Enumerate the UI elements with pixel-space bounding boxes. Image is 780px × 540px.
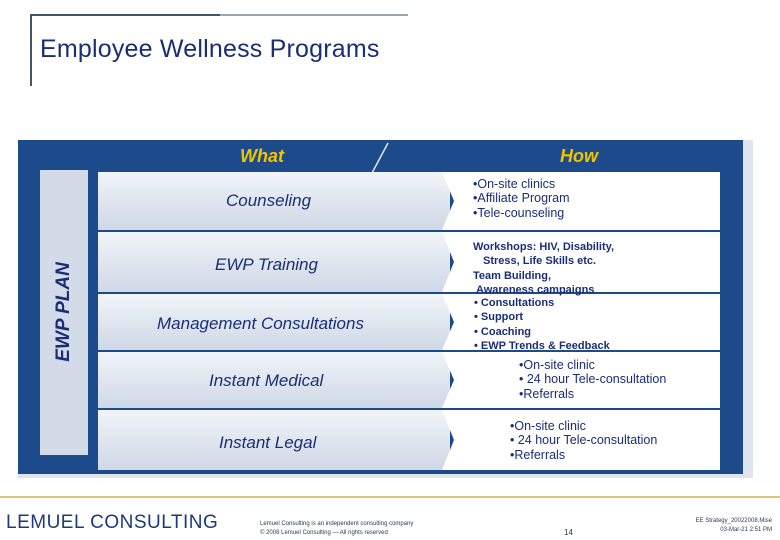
what-header: What [240, 146, 284, 166]
header-divider [370, 142, 390, 174]
what-label-instant-medical: Instant Medical [209, 371, 324, 390]
what-label-management-consultations: Management Consultations [157, 314, 364, 333]
page-number: 14 [564, 528, 573, 537]
how-item: • Support [474, 311, 524, 324]
how-list-instant-legal [510, 419, 657, 462]
how-item: Workshops: HIV, Disability, [473, 241, 614, 253]
how-item: • Consultations [474, 297, 555, 309]
how-list-instant-medical [519, 358, 666, 401]
how-item: •Affiliate Program [473, 191, 570, 206]
footer-note-line: © 2008 Lemuel Consulting — All rights reserved [260, 530, 388, 536]
how-item: •Referrals [510, 447, 566, 462]
document-reference-line: EE Strategy_20022008.Mise [695, 518, 772, 524]
how-item: •Tele-counseling [473, 205, 565, 220]
footer-rule [0, 496, 780, 498]
how-item: • 24 hour Tele-consultation [519, 372, 667, 387]
how-item: •On-site clinics [473, 177, 556, 191]
document-reference [696, 517, 772, 535]
title-rule-left [30, 14, 32, 86]
what-label-counseling: Counseling [226, 191, 312, 210]
how-item: • EWP Trends & Feedback [474, 339, 610, 352]
how-list-counseling [473, 177, 570, 220]
how-item: Team Building, [473, 269, 552, 282]
how-item: Stress, Life Skills etc. [483, 255, 597, 268]
how-item: •Referrals [519, 386, 575, 401]
footer-note-line: Lemuel Consulting is an independent consulting company [260, 521, 414, 527]
how-list-management-consultations [474, 296, 610, 353]
how-header: How [560, 146, 598, 166]
how-list-ewp-training [473, 240, 614, 297]
title-rule-accent [30, 14, 220, 16]
side-label: EWP PLAN [53, 262, 74, 362]
what-label-instant-legal: Instant Legal [219, 433, 317, 452]
how-item: Awareness campaigns [476, 283, 595, 296]
how-item: •On-site clinic [510, 419, 586, 433]
what-label-ewp-training: EWP Training [215, 255, 318, 274]
how-item: •On-site clinic [519, 358, 595, 372]
how-item: • Coaching [474, 325, 532, 338]
page-title: Employee Wellness Programs [40, 35, 380, 63]
company-logo: LEMUEL CONSULTING [6, 512, 219, 533]
how-item: • 24 hour Tele-consultation [510, 433, 658, 448]
document-reference-line: 03-Mar-21 2:51 PM [720, 527, 772, 533]
footer-note [260, 520, 413, 538]
